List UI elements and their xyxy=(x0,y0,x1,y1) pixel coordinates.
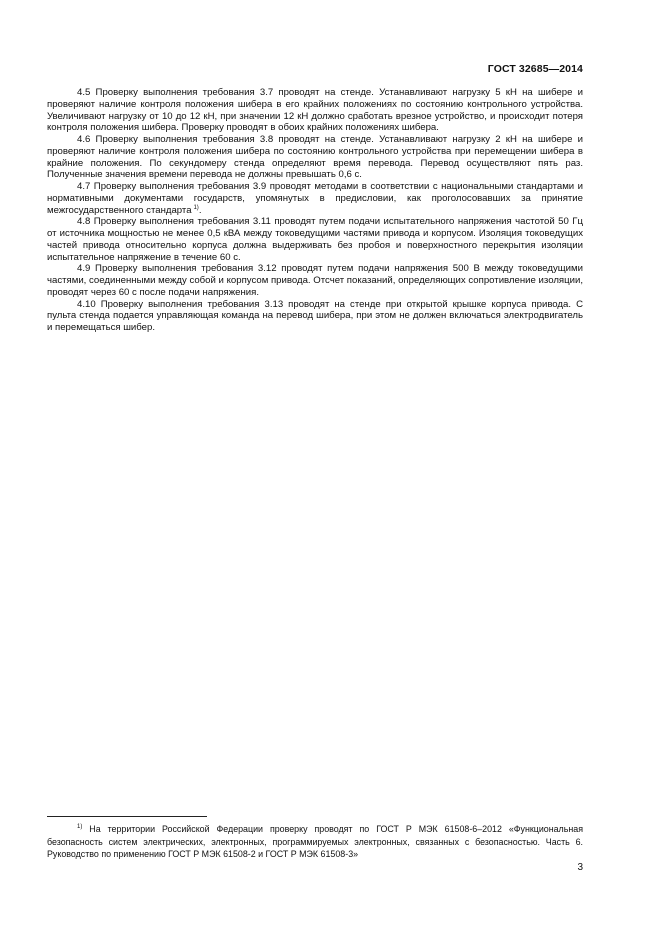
footnote-text: На территории Российской Федерации проверку проводят по ГОСТ Р МЭК 61508-6–2012 «Функциональная безопасность систем электрических, электронных, программируемых электронных, связанных с безопасностью. Часть 6. Руководство по применению ГОСТ Р МЭК 61508-2 и ГОСТ Р МЭК 61508-3» xyxy=(47,824,583,860)
paragraph-4-7-tail: . xyxy=(198,204,202,216)
paragraph-4-7 xyxy=(47,181,583,216)
paragraph-4-7-text: 4.7 Проверку выполнения требования 3.9 проводят методами в соответствии с национальными стандартами и нормативными документами государств, упомянутых в предисловии, как проголосовавших за принятие межгосударственного стандарта xyxy=(47,181,583,216)
paragraph-4-5: 4.5 Проверку выполнения требования 3.7 проводят на стенде. Устанавливают нагрузку 5 кН на шибере и проверяют наличие контроля положения шибера в его крайних положениях по состоянию контрольного устройства. Увеличивают нагрузку от 10 до 12 кН, при значении 12 кН должно сработать врезное устройство, и происходит потеря контроля положения шибера. Проверку проводят в обоих крайних положениях шибера. xyxy=(47,87,583,134)
document-body xyxy=(47,87,583,334)
footnote-divider xyxy=(47,816,207,817)
paragraph-4-8: 4.8 Проверку выполнения требования 3.11 проводят путем подачи испытательного напряжения частотой 50 Гц от источника мощностью не менее 0,5 кВА между токоведущими частями привода и корпусом. Изоляция токоведущих частей привода относительно корпуса должна выдерживать без пробоя и поверхностного перекрытия изоляции испытательное напряжение в течение 60 с. xyxy=(47,216,583,263)
footnote-marker: 1) xyxy=(77,824,83,830)
paragraph-4-10: 4.10 Проверку выполнения требования 3.13 проводят на стенде при открытой крышке корпуса привода. С пульта стенда подается управляющая команда на перевод шибера, при этом не должен включаться электродвигатель и перемещаться шибер. xyxy=(47,298,583,333)
footnote-reference[interactable]: 1) xyxy=(193,204,199,211)
paragraph-4-6: 4.6 Проверку выполнения требования 3.8 проводят на стенде. Устанавливают нагрузку 2 кН на шибере и проверяют наличие контроля положения шибера по состоянию контрольного устройства при перемещении шибера в крайние положения. По секундомеру стенда определяют время перевода. Перевод осуществляют пять раз. Полученные значения времени перевода не должны превышать 0,6 с. xyxy=(47,134,583,181)
page-number: 3 xyxy=(577,862,583,873)
paragraph-4-9: 4.9 Проверку выполнения требования 3.12 проводят путем подачи напряжения 500 В между токоведущими частями, соединенными между собой и корпусом привода. Отсчет показаний, определяющих сопротивление изоляции, проводят через 60 с после подачи напряжения. xyxy=(47,263,583,298)
document-header: ГОСТ 32685—2014 xyxy=(487,63,583,75)
footnote xyxy=(47,823,583,861)
